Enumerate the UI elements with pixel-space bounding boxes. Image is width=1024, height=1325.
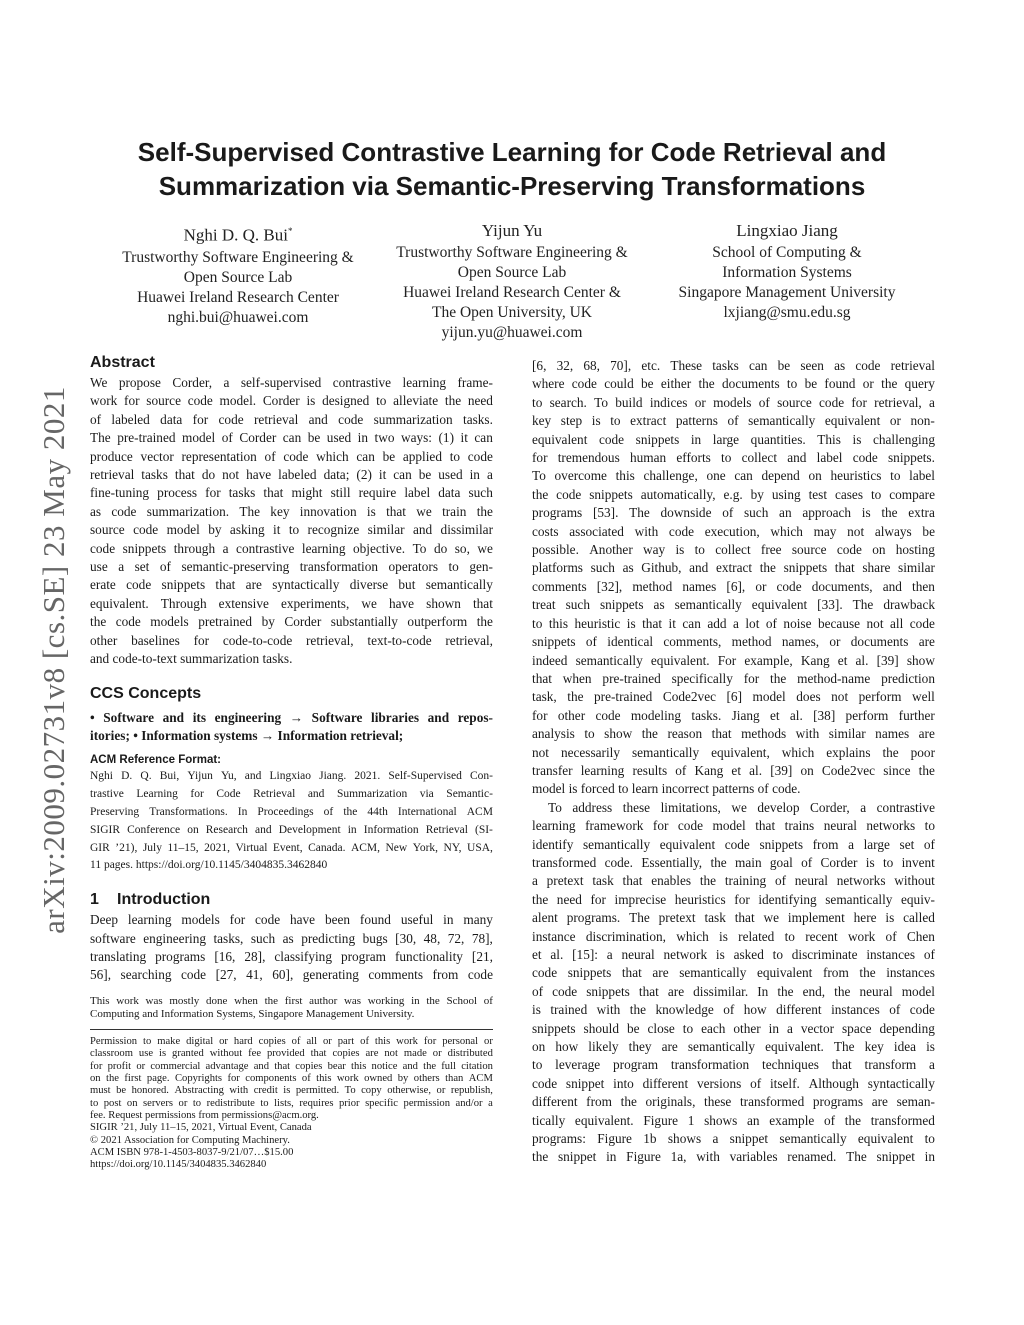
text-line: This work was mostly done when the first author was working in the School of bbox=[90, 994, 493, 1007]
text-line: Deep learning models for code have been found useful in many bbox=[90, 912, 493, 928]
author-block bbox=[657, 219, 917, 323]
text-line: SIGIR ’21, July 11–15, 2021, Virtual Event, Canada bbox=[90, 1122, 312, 1134]
text-line: on the first page. Copyrights for components of this work owned by others than ACM bbox=[90, 1073, 493, 1085]
introduction-paragraph-2 bbox=[532, 799, 935, 1167]
text-line: code snippets that are semantically equivalent from the instances bbox=[532, 965, 935, 981]
text-line: identify semantically equivalent code snippets from a large set of bbox=[532, 836, 935, 852]
text-line: different from the originals, these transformed programs are seman- bbox=[532, 1094, 935, 1110]
text-line: model is forced to learn incorrect patterns of code. bbox=[532, 781, 801, 797]
introduction-heading bbox=[90, 889, 493, 911]
text-line: for other code modeling tasks. Jiang et al. [38] perform further bbox=[532, 707, 935, 723]
introduction-body-right bbox=[532, 357, 935, 799]
text-line: is trained with the knowledge of how different instances of code bbox=[532, 1002, 935, 1018]
acm-reference-heading: ACM Reference Format: bbox=[90, 754, 221, 767]
author-name: Nghi D. Q. Bui* bbox=[183, 225, 293, 245]
title-line: Self-Supervised Contrastive Learning for Code Retrieval and bbox=[137, 137, 887, 167]
text-line: work for source code model. Corder is designed to alleviate the need bbox=[90, 393, 493, 409]
text-line: to this heuristic is that it can add a lot of noise because not all code bbox=[532, 615, 935, 631]
text-line: to post on servers or to redistribute to lists, requires prior specific permission and/or a bbox=[90, 1097, 493, 1109]
author-affiliation: The Open University, UK bbox=[432, 304, 592, 321]
arxiv-identifier: arXiv:2009.02731v8 [cs.SE] 23 May 2021 bbox=[36, 386, 71, 934]
title-line: Summarization via Semantic-Preserving Transformations bbox=[158, 171, 866, 201]
text-line: transfer learning results of Kang et al. [39] on Code2vec since the bbox=[532, 762, 935, 778]
text-line: We propose Corder, a self-supervised contrastive learning frame- bbox=[90, 375, 493, 390]
text-line: must be honored. Abstracting with credit is permitted. To copy otherwise, or republish, bbox=[90, 1085, 493, 1097]
text-line: • Software and its engineering → Software libraries and repos- bbox=[90, 709, 493, 725]
text-line: not necessarily semantically equivalent, which explains the poor bbox=[532, 744, 935, 760]
author-affiliation: Huawei Ireland Research Center & bbox=[403, 284, 621, 301]
text-line: key step is to extract patterns of semantically equivalent or non- bbox=[532, 413, 935, 429]
author-email[interactable]: lxjiang@smu.edu.sg bbox=[723, 304, 851, 321]
text-line: tically equivalent. Figure 1 shows an example of the transformed bbox=[532, 1112, 935, 1128]
paper-title bbox=[80, 135, 944, 203]
author-name: Lingxiao Jiang bbox=[736, 221, 838, 240]
permission-notice bbox=[90, 1036, 493, 1171]
author-affiliation: Singapore Management University bbox=[678, 284, 896, 301]
text-line: equivalent code snippets in large quantities. This is challenging bbox=[532, 431, 935, 447]
text-line: comments [32], method names [6], or code documents, and then bbox=[532, 578, 935, 594]
right-column bbox=[532, 357, 935, 1167]
text-line: use a set of semantic-preserving transformation operators to gen- bbox=[90, 559, 493, 575]
text-line: GIR ’21), July 11–15, 2021, Virtual Event, Canada. ACM, New York, NY, USA, bbox=[90, 841, 493, 854]
text-line: programs [53]. The downside of such an approach is the extra bbox=[532, 505, 935, 521]
text-line: software engineering tasks, such as predicting bugs [30, 48, 72, 78], bbox=[90, 930, 493, 946]
text-line: equivalent. Through extensive experiments, we have shown that bbox=[90, 595, 493, 611]
author-affiliation: Trustworthy Software Engineering & bbox=[122, 248, 354, 266]
author-name: Yijun Yu bbox=[481, 221, 543, 240]
text-line: To address these limitations, we develop Corder, a contrastive bbox=[548, 799, 935, 815]
text-line: instance discrimination, which is related to recent work of Chen bbox=[532, 928, 935, 944]
text-line: possible. Another way is to collect free source code on hosting bbox=[532, 542, 935, 558]
author-email[interactable]: yijun.yu@huawei.com bbox=[441, 324, 583, 341]
text-line: itories; • Information systems → Information retrieval; bbox=[90, 727, 404, 743]
text-line: translating programs [16, 28], classifying program functionality [21, bbox=[90, 948, 493, 964]
text-line: [6, 32, 68, 70], etc. These tasks can be seen as code retrieval bbox=[532, 358, 935, 373]
text-line: platforms such as Github, and extract the snippets that share similar bbox=[532, 560, 935, 576]
text-line: on how likely they are semantically equivalent. The key idea is bbox=[532, 1039, 935, 1055]
author-block bbox=[382, 219, 642, 343]
section-number: 1 bbox=[90, 891, 99, 909]
text-line: other baselines for code-to-code retrieval, text-to-code retrieval, bbox=[90, 632, 493, 648]
text-line: indeed semantically equivalent. For example, Kang et al. [39] show bbox=[532, 652, 935, 668]
author-affiliation: Trustworthy Software Engineering & bbox=[396, 244, 628, 261]
footnote-divider bbox=[90, 1029, 493, 1030]
text-line: that when pre-trained specifically for the method-name prediction bbox=[532, 670, 935, 686]
text-line: Permission to make digital or hard copies of all or part of this work for personal or bbox=[90, 1036, 493, 1048]
abstract-body bbox=[90, 374, 493, 669]
text-line: transformed code. Essentially, the main goal of Corder is to invent bbox=[532, 854, 935, 870]
text-line: to search. To build indices or models of source code for retrieval, a bbox=[532, 394, 935, 410]
text-line: classroom use is granted without fee provided that copies are not made or distributed bbox=[90, 1048, 493, 1060]
text-line: https://doi.org/10.1145/3404835.3462840 bbox=[90, 1159, 267, 1171]
text-line: to leverage program transformation techniques that transform a bbox=[532, 1057, 935, 1073]
text-line: snippets should be close to each other in a vector space depending bbox=[532, 1020, 935, 1036]
text-line: costs associated with code execution, which may not always be bbox=[532, 523, 935, 539]
author-affiliation: Open Source Lab bbox=[183, 268, 293, 286]
introduction-body-left bbox=[90, 911, 493, 985]
author-footnote bbox=[90, 995, 493, 1021]
text-line: retrieval tasks that do not have labeled data; (2) it can be used in a bbox=[90, 467, 493, 483]
text-line: the snippet in Figure 1a, with variables renamed. The snippet in bbox=[532, 1149, 935, 1165]
text-line: alent programs. The pretext task that we implement here is called bbox=[532, 910, 935, 926]
text-line: learning framework for code model that trains neural networks to bbox=[532, 818, 935, 834]
text-line: The pre-trained model of Corder can be used in two ways: (1) it can bbox=[90, 430, 493, 446]
abstract-heading: Abstract bbox=[90, 354, 155, 371]
text-line: produce vector representation of code which can be applied to code bbox=[90, 448, 493, 464]
text-line: the code models pretrained by Corder substantially outperform the bbox=[90, 614, 493, 630]
acm-reference-body bbox=[90, 768, 493, 875]
section-title: Introduction bbox=[117, 891, 211, 909]
text-line: source code model by asking it to recognize similar and dissimilar bbox=[90, 522, 493, 538]
text-line: code snippets through a contrastive learning objective. To do so, we bbox=[90, 540, 493, 556]
text-line: fee. Request permissions from permissions@acm.org. bbox=[90, 1109, 319, 1121]
text-line: of labeled data for code retrieval and code summarization tasks. bbox=[90, 411, 493, 427]
text-line: snippets of identical comments, method names, or documents are bbox=[532, 634, 935, 650]
author-footnote-mark: * bbox=[287, 226, 293, 236]
text-line: SIGIR Conference on Research and Development in Information Retrieval (SI- bbox=[90, 823, 493, 836]
text-line: treat such snippets as semantically equivalent [33]. The drawback bbox=[532, 597, 935, 613]
text-line: erate code snippets that are syntactically diverse but semantically bbox=[90, 577, 493, 593]
text-line: To overcome this challenge, one can depend on heuristics to label bbox=[532, 468, 935, 484]
text-line: Nghi D. Q. Bui, Yijun Yu, and Lingxiao Jiang. 2021. Self-Supervised Con- bbox=[90, 770, 493, 783]
author-affiliation: Open Source Lab bbox=[457, 264, 567, 281]
text-line: © 2021 Association for Computing Machinery. bbox=[90, 1134, 290, 1146]
text-line: a pretext task that enables the training of neural networks without bbox=[532, 873, 935, 889]
author-email[interactable]: nghi.bui@huawei.com bbox=[167, 308, 309, 326]
text-line: programs: Figure 1b shows a snippet semantically equivalent to bbox=[532, 1131, 935, 1147]
text-line: Preserving Transformations. In Proceedings of the 44th International ACM bbox=[90, 805, 493, 818]
text-line: as code summarization. The key innovation is that we train the bbox=[90, 503, 493, 519]
text-line: et al. [15]: a neural network is asked to discriminate instances of bbox=[532, 947, 935, 962]
text-line: Computing and Information Systems, Singapore Management University. bbox=[90, 1007, 415, 1020]
text-line: analysis to show the reason that methods with similar names are bbox=[532, 726, 935, 742]
text-line: the need for imprecise heuristics for identifying semantically equiv- bbox=[532, 891, 935, 907]
author-block bbox=[108, 219, 368, 328]
ccs-heading: CCS Concepts bbox=[90, 684, 202, 702]
author-affiliation: School of Computing & bbox=[712, 244, 862, 261]
text-line: for profit or commercial advantage and that copies bear this notice and the full citation bbox=[90, 1060, 493, 1072]
ccs-concepts bbox=[90, 709, 493, 746]
left-column bbox=[90, 352, 493, 1171]
text-line: of code snippets that are dissimilar. In the end, the neural model bbox=[532, 983, 935, 999]
text-line: for tremendous human efforts to collect and label code snippets. bbox=[532, 450, 935, 466]
text-line: code snippet into different versions of itself. Although syntactically bbox=[532, 1075, 935, 1091]
text-line: trastive Learning for Code Retrieval and Summarization via Semantic- bbox=[90, 788, 493, 801]
text-line: task, the pre-trained Code2vec [6] model does not perform well bbox=[532, 689, 935, 705]
author-affiliation: Huawei Ireland Research Center bbox=[137, 288, 339, 306]
text-line: 11 pages. https://doi.org/10.1145/3404835.3462840 bbox=[90, 859, 328, 872]
author-affiliation: Information Systems bbox=[722, 264, 852, 281]
text-line: the code snippets automatically, e.g. by using test cases to compare bbox=[532, 486, 935, 502]
text-line: where code could be either the documents to be found or the query bbox=[532, 376, 935, 392]
text-line: fine-tuning process for tasks that might still require label data such bbox=[90, 485, 493, 501]
text-line: and code-to-text summarization tasks. bbox=[90, 651, 293, 667]
text-line: ACM ISBN 978-1-4503-8037-9/21/07…$15.00 bbox=[90, 1146, 294, 1158]
text-line: 56], searching code [27, 41, 60], generating comments from code bbox=[90, 967, 493, 983]
